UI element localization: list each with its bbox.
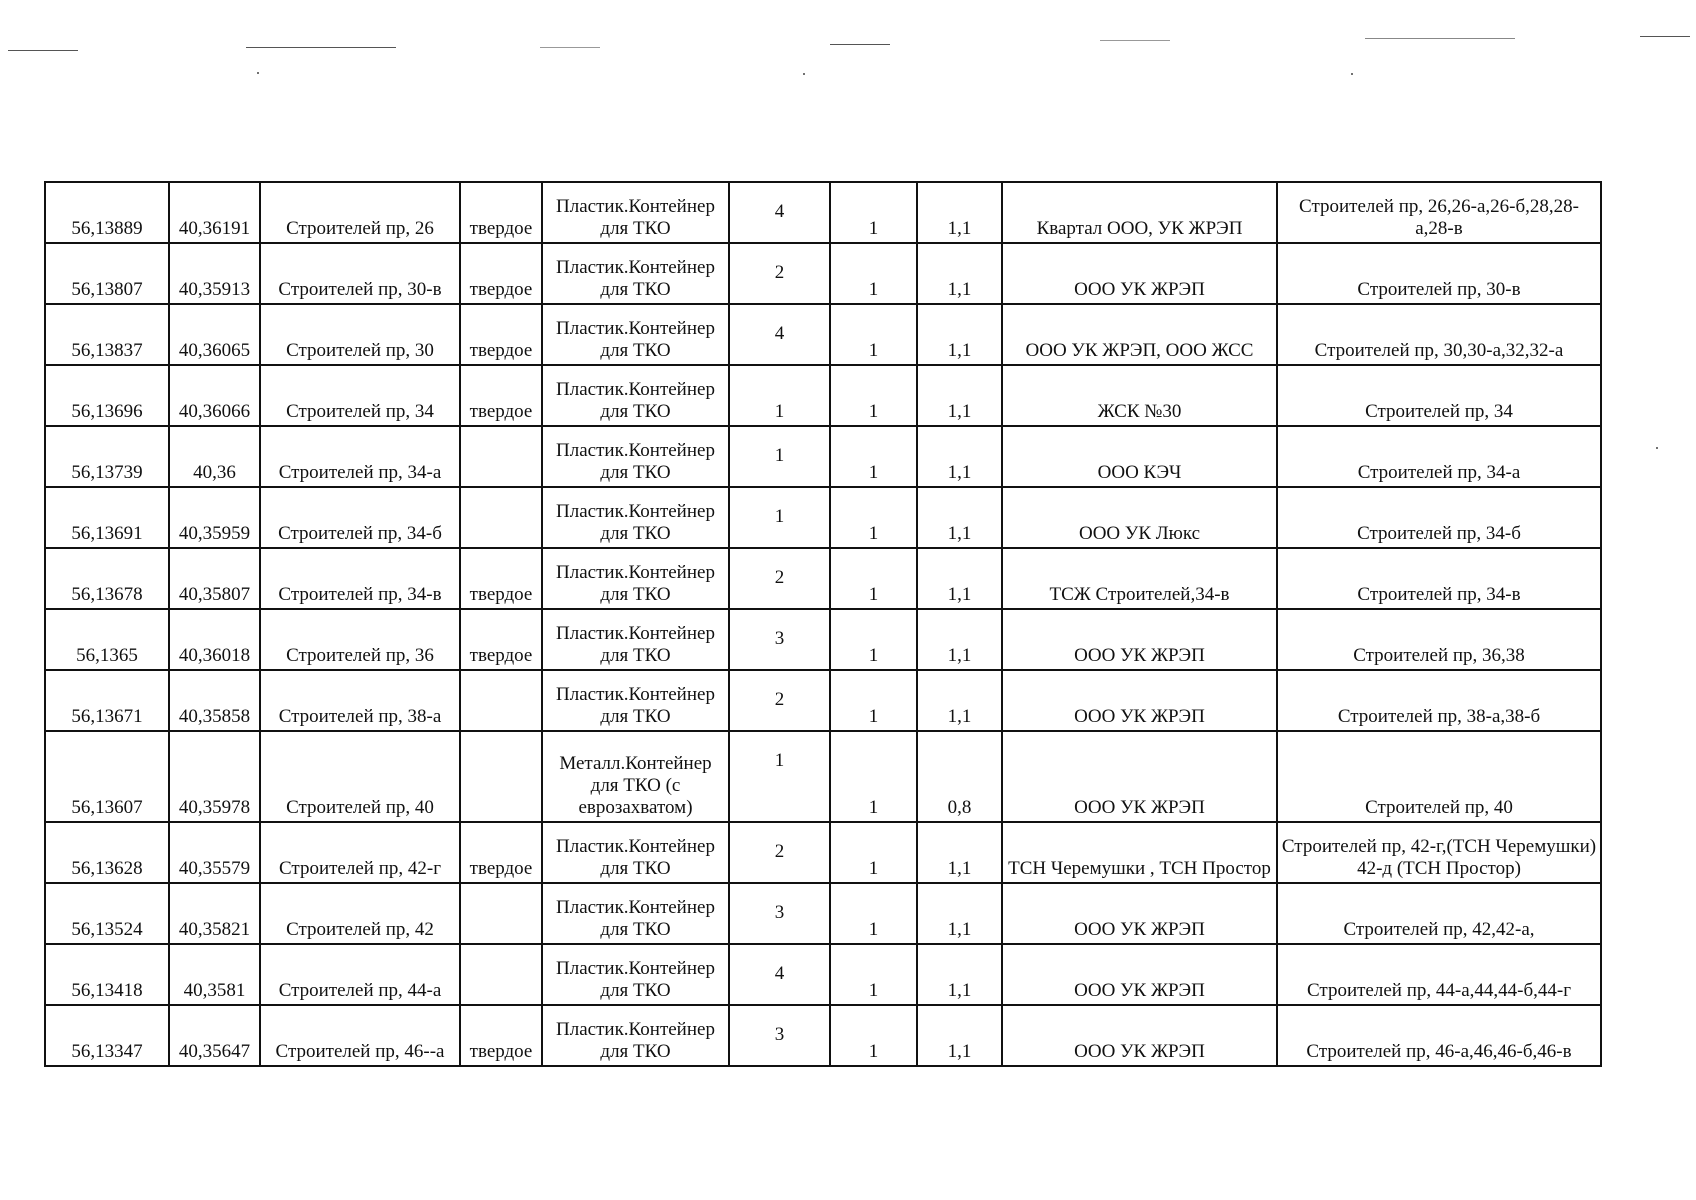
volume-cell: 1,1 (917, 426, 1002, 487)
address-cell: Строителей пр, 44-а (260, 944, 460, 1005)
address-cell: Строителей пр, 46--а (260, 1005, 460, 1066)
latitude-cell: 56,13807 (45, 243, 169, 304)
table-row (45, 609, 1601, 670)
platform-count-cell: 1 (830, 1005, 917, 1066)
owner-cell: ООО УК ЖРЭП (1002, 731, 1277, 822)
owner-cell: ООО УК ЖРЭП, ООО ЖСС (1002, 304, 1277, 365)
latitude-cell: 56,13418 (45, 944, 169, 1005)
table-row (45, 944, 1601, 1005)
container-count-cell: 1 (729, 731, 830, 822)
waste-sources-cell: Строителей пр, 38-а,38-б (1277, 670, 1601, 731)
surface-cell: твердое (460, 609, 542, 670)
container-count-cell: 3 (729, 883, 830, 944)
owner-cell: ООО УК ЖРЭП (1002, 243, 1277, 304)
container-type-cell: Пластик.Контейнер для ТКО (542, 944, 729, 1005)
waste-sources-cell: Строителей пр, 34-а (1277, 426, 1601, 487)
longitude-cell: 40,35821 (169, 883, 260, 944)
surface-cell: твердое (460, 243, 542, 304)
waste-sources-cell: Строителей пр, 44-а,44,44-б,44-г (1277, 944, 1601, 1005)
scan-mark (1100, 40, 1170, 41)
surface-cell: твердое (460, 304, 542, 365)
longitude-cell: 40,36191 (169, 182, 260, 243)
volume-cell: 1,1 (917, 304, 1002, 365)
address-cell: Строителей пр, 40 (260, 731, 460, 822)
owner-cell: Квартал ООО, УК ЖРЭП (1002, 182, 1277, 243)
volume-cell: 1,1 (917, 548, 1002, 609)
longitude-cell: 40,35647 (169, 1005, 260, 1066)
surface-cell: твердое (460, 182, 542, 243)
container-count-cell: 4 (729, 944, 830, 1005)
surface-cell (460, 670, 542, 731)
address-cell: Строителей пр, 30 (260, 304, 460, 365)
platform-count-cell: 1 (830, 304, 917, 365)
surface-cell: твердое (460, 822, 542, 883)
address-cell: Строителей пр, 42-г (260, 822, 460, 883)
address-cell: Строителей пр, 26 (260, 182, 460, 243)
surface-cell (460, 944, 542, 1005)
waste-site-registry-table (44, 181, 1602, 1067)
table-row (45, 487, 1601, 548)
volume-cell: 1,1 (917, 243, 1002, 304)
waste-sources-cell: Строителей пр, 34-б (1277, 487, 1601, 548)
owner-cell: ТСЖ Строителей,34-в (1002, 548, 1277, 609)
address-cell: Строителей пр, 34-б (260, 487, 460, 548)
table-row (45, 243, 1601, 304)
longitude-cell: 40,36065 (169, 304, 260, 365)
owner-cell: ООО УК ЖРЭП (1002, 609, 1277, 670)
address-cell: Строителей пр, 34-в (260, 548, 460, 609)
longitude-cell: 40,36018 (169, 609, 260, 670)
surface-cell (460, 426, 542, 487)
latitude-cell: 56,13524 (45, 883, 169, 944)
volume-cell: 1,1 (917, 1005, 1002, 1066)
longitude-cell: 40,35858 (169, 670, 260, 731)
container-type-cell: Пластик.Контейнер для ТКО (542, 365, 729, 426)
address-cell: Строителей пр, 36 (260, 609, 460, 670)
latitude-cell: 56,13607 (45, 731, 169, 822)
longitude-cell: 40,3581 (169, 944, 260, 1005)
surface-cell: твердое (460, 1005, 542, 1066)
container-type-cell: Пластик.Контейнер для ТКО (542, 548, 729, 609)
waste-sources-cell: Строителей пр, 36,38 (1277, 609, 1601, 670)
owner-cell: ЖСК №30 (1002, 365, 1277, 426)
container-count-cell: 1 (729, 487, 830, 548)
container-type-cell: Металл.Контейнер для ТКО (с еврозахватом) (542, 731, 729, 822)
container-type-cell: Пластик.Контейнер для ТКО (542, 1005, 729, 1066)
address-cell: Строителей пр, 30-в (260, 243, 460, 304)
waste-sources-cell: Строителей пр, 30,30-а,32,32-а (1277, 304, 1601, 365)
scan-mark (246, 47, 396, 48)
latitude-cell: 56,1365 (45, 609, 169, 670)
volume-cell: 1,1 (917, 609, 1002, 670)
container-count-cell: 3 (729, 609, 830, 670)
platform-count-cell: 1 (830, 182, 917, 243)
latitude-cell: 56,13837 (45, 304, 169, 365)
scan-mark (540, 47, 600, 48)
platform-count-cell: 1 (830, 487, 917, 548)
surface-cell (460, 487, 542, 548)
latitude-cell: 56,13678 (45, 548, 169, 609)
table-row (45, 883, 1601, 944)
owner-cell: ООО УК ЖРЭП (1002, 944, 1277, 1005)
owner-cell: ТСН Черемушки , ТСН Простор (1002, 822, 1277, 883)
volume-cell: 1,1 (917, 822, 1002, 883)
platform-count-cell: 1 (830, 548, 917, 609)
longitude-cell: 40,35959 (169, 487, 260, 548)
latitude-cell: 56,13347 (45, 1005, 169, 1066)
surface-cell (460, 883, 542, 944)
longitude-cell: 40,35807 (169, 548, 260, 609)
table-row (45, 548, 1601, 609)
scan-dot (1351, 73, 1353, 75)
latitude-cell: 56,13671 (45, 670, 169, 731)
waste-sources-cell: Строителей пр, 40 (1277, 731, 1601, 822)
scan-dot (803, 73, 805, 75)
waste-sources-cell: Строителей пр, 34 (1277, 365, 1601, 426)
table-row (45, 731, 1601, 822)
container-type-cell: Пластик.Контейнер для ТКО (542, 487, 729, 548)
table-row (45, 822, 1601, 883)
volume-cell: 1,1 (917, 670, 1002, 731)
platform-count-cell: 1 (830, 609, 917, 670)
surface-cell: твердое (460, 548, 542, 609)
latitude-cell: 56,13739 (45, 426, 169, 487)
scan-dot (257, 72, 259, 74)
platform-count-cell: 1 (830, 243, 917, 304)
container-type-cell: Пластик.Контейнер для ТКО (542, 182, 729, 243)
waste-sources-cell: Строителей пр, 46-а,46,46-б,46-в (1277, 1005, 1601, 1066)
platform-count-cell: 1 (830, 365, 917, 426)
owner-cell: ООО КЭЧ (1002, 426, 1277, 487)
longitude-cell: 40,35913 (169, 243, 260, 304)
table-row (45, 1005, 1601, 1066)
latitude-cell: 56,13889 (45, 182, 169, 243)
platform-count-cell: 1 (830, 944, 917, 1005)
container-count-cell: 4 (729, 304, 830, 365)
address-cell: Строителей пр, 42 (260, 883, 460, 944)
container-count-cell: 1 (729, 365, 830, 426)
platform-count-cell: 1 (830, 822, 917, 883)
scan-mark (8, 50, 78, 51)
owner-cell: ООО УК Люкс (1002, 487, 1277, 548)
volume-cell: 1,1 (917, 883, 1002, 944)
container-count-cell: 2 (729, 822, 830, 883)
volume-cell: 1,1 (917, 944, 1002, 1005)
scan-mark (1640, 36, 1690, 37)
platform-count-cell: 1 (830, 883, 917, 944)
scan-mark (830, 44, 890, 45)
container-count-cell: 4 (729, 182, 830, 243)
platform-count-cell: 1 (830, 670, 917, 731)
container-count-cell: 2 (729, 548, 830, 609)
container-count-cell: 2 (729, 243, 830, 304)
longitude-cell: 40,36 (169, 426, 260, 487)
container-type-cell: Пластик.Контейнер для ТКО (542, 426, 729, 487)
latitude-cell: 56,13628 (45, 822, 169, 883)
table-row (45, 426, 1601, 487)
waste-sources-cell: Строителей пр, 34-в (1277, 548, 1601, 609)
volume-cell: 1,1 (917, 487, 1002, 548)
address-cell: Строителей пр, 34-а (260, 426, 460, 487)
owner-cell: ООО УК ЖРЭП (1002, 1005, 1277, 1066)
table-row (45, 365, 1601, 426)
container-count-cell: 3 (729, 1005, 830, 1066)
surface-cell (460, 731, 542, 822)
container-type-cell: Пластик.Контейнер для ТКО (542, 304, 729, 365)
platform-count-cell: 1 (830, 731, 917, 822)
longitude-cell: 40,36066 (169, 365, 260, 426)
owner-cell: ООО УК ЖРЭП (1002, 883, 1277, 944)
longitude-cell: 40,35579 (169, 822, 260, 883)
scan-dot (1656, 447, 1658, 449)
address-cell: Строителей пр, 38-а (260, 670, 460, 731)
volume-cell: 1,1 (917, 182, 1002, 243)
latitude-cell: 56,13691 (45, 487, 169, 548)
platform-count-cell: 1 (830, 426, 917, 487)
address-cell: Строителей пр, 34 (260, 365, 460, 426)
container-type-cell: Пластик.Контейнер для ТКО (542, 609, 729, 670)
longitude-cell: 40,35978 (169, 731, 260, 822)
volume-cell: 1,1 (917, 365, 1002, 426)
table-row (45, 182, 1601, 243)
container-count-cell: 1 (729, 426, 830, 487)
container-count-cell: 2 (729, 670, 830, 731)
waste-sources-cell: Строителей пр, 26,26-а,26-б,28,28-а,28-в (1277, 182, 1601, 243)
scan-mark (1365, 38, 1515, 39)
waste-sources-cell: Строителей пр, 42,42-а, (1277, 883, 1601, 944)
waste-sources-cell: Строителей пр, 30-в (1277, 243, 1601, 304)
container-type-cell: Пластик.Контейнер для ТКО (542, 822, 729, 883)
surface-cell: твердое (460, 365, 542, 426)
latitude-cell: 56,13696 (45, 365, 169, 426)
container-type-cell: Пластик.Контейнер для ТКО (542, 243, 729, 304)
volume-cell: 0,8 (917, 731, 1002, 822)
table-row (45, 670, 1601, 731)
container-type-cell: Пластик.Контейнер для ТКО (542, 670, 729, 731)
owner-cell: ООО УК ЖРЭП (1002, 670, 1277, 731)
waste-sources-cell: Строителей пр, 42-г,(ТСН Черемушки) 42-д (ТСН Простор) (1277, 822, 1601, 883)
table-row (45, 304, 1601, 365)
container-type-cell: Пластик.Контейнер для ТКО (542, 883, 729, 944)
